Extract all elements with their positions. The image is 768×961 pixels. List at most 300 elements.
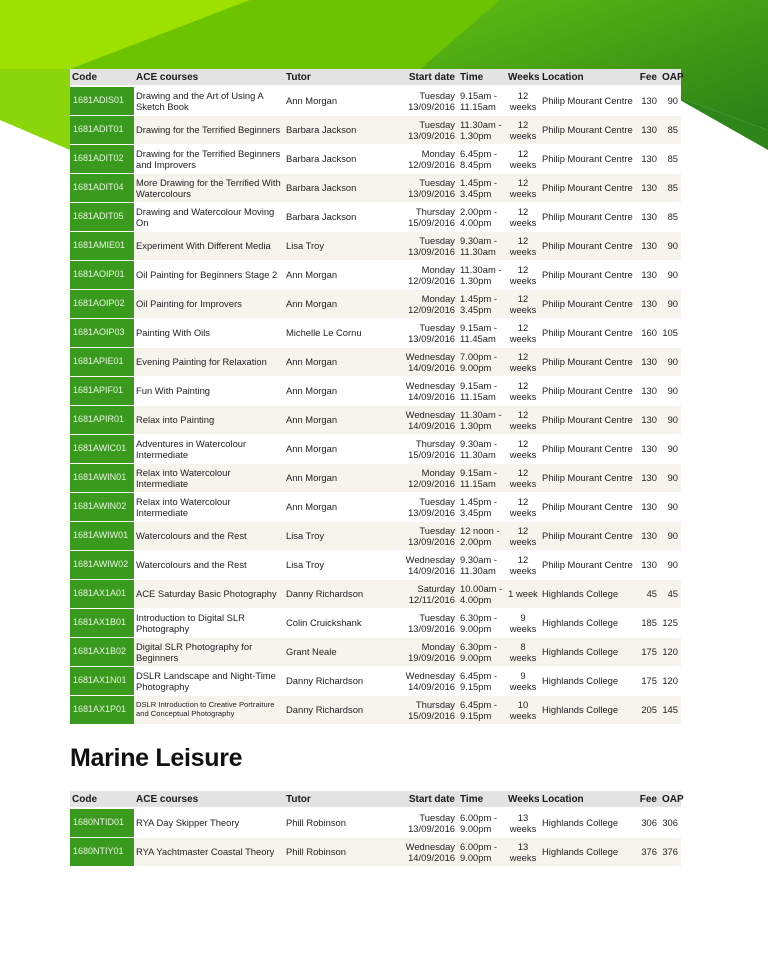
location-name: [540, 837, 637, 866]
weeks-unit: weeks: [509, 419, 537, 431]
course-code-text: 1681APIF01: [73, 385, 124, 395]
fee-value: [637, 318, 660, 347]
course-name-text: Relax into Watercolour Intermediate: [136, 466, 231, 489]
location-text: Philip Mourant Centre: [542, 501, 633, 512]
header-tutor: Tutor: [284, 69, 387, 86]
oap-value: [660, 115, 681, 144]
course-code-text: 1681ADIT02: [73, 153, 124, 163]
weeks-count: [506, 637, 540, 666]
course-code-text: 1681ADIT05: [73, 211, 124, 221]
header-course: ACE courses: [134, 791, 284, 808]
time-range: [458, 695, 506, 724]
tutor-name: [284, 608, 387, 637]
start-date: [387, 492, 458, 521]
start-day: Tuesday: [419, 89, 455, 101]
fee-text: 130: [641, 414, 657, 425]
weeks-unit: weeks: [509, 245, 537, 257]
time-end: 11.30am: [460, 564, 496, 576]
start-date: [387, 144, 458, 173]
section-title-marine-leisure: Marine Leisure: [70, 744, 243, 772]
time-range: [458, 115, 506, 144]
start-day: Monday: [421, 147, 455, 159]
tutor-name: [284, 202, 387, 231]
start-date-value: 13/09/2016: [408, 506, 455, 518]
course-name: [134, 637, 284, 666]
course-code-text: 1681ADIT04: [73, 182, 124, 192]
time-range: [458, 173, 506, 202]
table-row: [70, 347, 681, 376]
fee-value: [637, 608, 660, 637]
fee-value: [637, 666, 660, 695]
time-end: 11.45am: [460, 332, 496, 344]
table-row: [70, 608, 681, 637]
course-code: [70, 521, 134, 550]
location-text: Philip Mourant Centre: [542, 298, 633, 309]
course-code-text: 1681AX1A01: [73, 588, 127, 598]
oap-value: [660, 260, 681, 289]
tutor-name: [284, 637, 387, 666]
header-time: Time: [458, 791, 506, 808]
oap-value: [660, 231, 681, 260]
tutor-name-text: Ann Morgan: [286, 269, 338, 280]
course-name: [134, 318, 284, 347]
oap-text: 90: [667, 472, 678, 483]
weeks-count: [506, 492, 540, 521]
time-range: [458, 318, 506, 347]
start-day: Monday: [421, 640, 455, 652]
table-row: [70, 405, 681, 434]
time-start: 2.00pm -: [460, 205, 497, 217]
oap-value: [660, 289, 681, 318]
tutor-name: [284, 434, 387, 463]
course-code: [70, 463, 134, 492]
course-code-text: 1681APIE01: [73, 356, 124, 366]
start-date-value: 19/09/2016: [408, 651, 455, 663]
oap-value: [660, 808, 681, 837]
course-name-text: Relax into Painting: [136, 414, 215, 425]
time-end: 3.45pm: [460, 506, 492, 518]
weeks-unit: weeks: [509, 651, 537, 663]
oap-value: [660, 86, 681, 115]
start-date: [387, 376, 458, 405]
course-name-text: RYA Day Skipper Theory: [136, 817, 240, 829]
course-name: [134, 579, 284, 608]
tutor-name: [284, 579, 387, 608]
start-date: [387, 808, 458, 837]
weeks-count: [506, 837, 540, 866]
time-start: 9.15am -: [460, 321, 497, 333]
oap-value: [660, 144, 681, 173]
weeks-count: [506, 521, 540, 550]
tutor-name-text: Ann Morgan: [286, 95, 338, 107]
start-day: Monday: [421, 263, 455, 275]
oap-text: 90: [667, 356, 678, 367]
course-name: [134, 550, 284, 579]
time-end: 9.15pm: [460, 709, 492, 721]
fee-value: [637, 173, 660, 202]
course-name: [134, 463, 284, 492]
header-location: Location: [540, 69, 637, 86]
course-name: [134, 115, 284, 144]
oap-value: [660, 347, 681, 376]
weeks-count: [506, 608, 540, 637]
header-code: Code: [70, 791, 134, 808]
weeks-unit: weeks: [509, 535, 537, 547]
tutor-name-text: Danny Richardson: [286, 588, 364, 599]
weeks-count: [506, 202, 540, 231]
course-code: [70, 144, 134, 173]
time-start: 1.45pm -: [460, 176, 497, 188]
oap-value: [660, 463, 681, 492]
header-weeks: Weeks: [506, 791, 540, 808]
time-end: 9.00pm: [460, 361, 492, 373]
fee-value: [637, 144, 660, 173]
oap-value: [660, 608, 681, 637]
fee-text: 205: [641, 704, 657, 715]
header-location: Location: [540, 791, 637, 808]
course-code-text: 1681AOIP02: [73, 298, 125, 308]
course-name: [134, 666, 284, 695]
start-day: Monday: [421, 466, 455, 478]
location-text: Philip Mourant Centre: [542, 356, 633, 367]
fee-text: 376: [641, 846, 657, 857]
oap-value: [660, 405, 681, 434]
time-start: 9.15am -: [460, 379, 497, 391]
start-day: Thursday: [415, 205, 455, 217]
course-name-text: ACE Saturday Basic Photography: [136, 588, 277, 599]
time-end: 11.30am: [460, 245, 496, 257]
location-name: [540, 376, 637, 405]
weeks-count: [506, 434, 540, 463]
weeks-unit: weeks: [509, 477, 537, 489]
fee-value: [637, 579, 660, 608]
oap-value: [660, 376, 681, 405]
tutor-name: [284, 376, 387, 405]
tutor-name-text: Barbara Jackson: [286, 153, 357, 164]
location-text: Philip Mourant Centre: [542, 182, 633, 193]
weeks-unit: weeks: [509, 622, 537, 634]
weeks-unit: weeks: [509, 216, 537, 228]
table-row: [70, 492, 681, 521]
weeks-unit: weeks: [509, 100, 537, 112]
time-start: 12 noon -: [460, 524, 500, 536]
oap-value: [660, 434, 681, 463]
fee-text: 130: [641, 385, 657, 396]
course-name: [134, 376, 284, 405]
tutor-name: [284, 86, 387, 115]
course-name-text: Evening Painting for Relaxation: [136, 356, 267, 367]
tutor-name: [284, 521, 387, 550]
start-date: [387, 347, 458, 376]
time-end: 9.00pm: [460, 851, 492, 863]
tutor-name: [284, 666, 387, 695]
tutor-name: [284, 144, 387, 173]
tutor-name-text: Ann Morgan: [286, 414, 338, 425]
course-name: [134, 289, 284, 318]
course-code-text: 1681ADIS01: [73, 95, 125, 106]
start-date-value: 12/09/2016: [408, 274, 455, 286]
tutor-name-text: Phill Robinson: [286, 817, 346, 829]
course-code-text: 1681APIR01: [73, 414, 125, 424]
time-range: [458, 86, 506, 115]
weeks-number: 13: [517, 840, 529, 852]
start-date-value: 14/09/2016: [408, 419, 455, 431]
course-code: [70, 231, 134, 260]
header-oap: OAP: [660, 69, 681, 86]
fee-text: 175: [641, 675, 657, 686]
weeks-count: [506, 347, 540, 376]
table-row: [70, 260, 681, 289]
course-name-text: RYA Yachtmaster Coastal Theory: [136, 846, 275, 857]
tutor-name: [284, 463, 387, 492]
weeks-count: [506, 376, 540, 405]
fee-text: 160: [641, 327, 657, 338]
course-name-text: Experiment With Different Media: [136, 240, 271, 251]
weeks-unit: weeks: [509, 390, 537, 402]
oap-text: 145: [662, 704, 678, 715]
weeks-number: 12: [517, 495, 529, 507]
tutor-name-text: Ann Morgan: [286, 501, 338, 512]
location-text: Highlands College: [542, 646, 619, 657]
time-range: [458, 202, 506, 231]
oap-value: [660, 579, 681, 608]
start-date: [387, 289, 458, 318]
course-code: [70, 434, 134, 463]
course-name-text: Adventures in Watercolour Intermediate: [136, 437, 247, 460]
header-course: ACE courses: [134, 69, 284, 86]
table-row: [70, 579, 681, 608]
course-code-text: 1681AX1P01: [73, 704, 127, 714]
table-row: [70, 173, 681, 202]
oap-value: [660, 521, 681, 550]
weeks-number: 12: [517, 466, 529, 478]
time-start: 9.15am -: [460, 466, 497, 478]
location-text: Highlands College: [542, 588, 619, 599]
tutor-name-text: Michelle Le Cornu: [286, 327, 362, 338]
time-end: 1.30pm: [460, 129, 492, 141]
tutor-name: [284, 837, 387, 866]
start-day: Wednesday: [405, 379, 455, 391]
time-range: [458, 837, 506, 866]
time-end: 8.45pm: [460, 158, 492, 170]
start-date-value: 15/09/2016: [408, 216, 455, 228]
start-date: [387, 173, 458, 202]
tutor-name-text: Colin Cruickshank: [286, 617, 362, 628]
oap-text: 90: [667, 95, 678, 107]
oap-text: 105: [662, 327, 678, 338]
location-text: Philip Mourant Centre: [542, 211, 633, 222]
tutor-name: [284, 492, 387, 521]
course-code: [70, 173, 134, 202]
tutor-name-text: Ann Morgan: [286, 443, 338, 454]
header-start-date: Start date: [387, 791, 458, 808]
time-end: 11.15am: [460, 100, 496, 112]
weeks-number: 8: [520, 640, 526, 652]
location-name: [540, 144, 637, 173]
tutor-name-text: Ann Morgan: [286, 298, 338, 309]
time-range: [458, 463, 506, 492]
course-code: [70, 318, 134, 347]
course-name: [134, 434, 284, 463]
time-range: [458, 550, 506, 579]
course-code: [70, 289, 134, 318]
weeks-number: 12: [517, 147, 529, 159]
course-code: [70, 202, 134, 231]
table-row: [70, 637, 681, 666]
oap-text: 90: [667, 501, 678, 512]
time-range: [458, 521, 506, 550]
course-code: [70, 608, 134, 637]
location-name: [540, 318, 637, 347]
weeks-number: 9: [520, 669, 526, 681]
table-row: [70, 666, 681, 695]
fee-text: 130: [641, 95, 657, 107]
oap-text: 306: [662, 817, 678, 829]
time-range: [458, 289, 506, 318]
start-date-value: 13/09/2016: [408, 187, 455, 199]
oap-text: 90: [667, 530, 678, 541]
fee-value: [637, 837, 660, 866]
course-code-text: 1681AWIW01: [73, 530, 129, 540]
fee-value: [637, 376, 660, 405]
start-date-value: 14/09/2016: [408, 680, 455, 692]
weeks-unit: weeks: [509, 709, 537, 721]
weeks-number: 12: [517, 350, 529, 362]
start-date: [387, 318, 458, 347]
time-start: 6.00pm -: [460, 811, 497, 823]
location-name: [540, 202, 637, 231]
course-code: [70, 637, 134, 666]
course-name: [134, 521, 284, 550]
time-end: 3.45pm: [460, 187, 492, 199]
tutor-name-text: Ann Morgan: [286, 472, 338, 483]
location-name: [540, 405, 637, 434]
time-start: 6.45pm -: [460, 698, 497, 710]
tutor-name: [284, 289, 387, 318]
time-start: 6.45pm -: [460, 669, 497, 681]
oap-value: [660, 695, 681, 724]
time-range: [458, 260, 506, 289]
course-code-text: 1681AOIP03: [73, 327, 125, 337]
location-text: Philip Mourant Centre: [542, 385, 633, 396]
tutor-name: [284, 173, 387, 202]
time-range: [458, 608, 506, 637]
weeks-number: 12: [517, 234, 529, 246]
tutor-name-text: Danny Richardson: [286, 675, 364, 686]
weeks-count: [506, 289, 540, 318]
weeks-number: 12: [517, 321, 529, 333]
table-row: [70, 550, 681, 579]
course-name: [134, 144, 284, 173]
weeks-number: 12: [517, 263, 529, 275]
course-name-text: Digital SLR Photography for Beginners: [136, 640, 253, 663]
header-fee: Fee: [637, 791, 660, 808]
weeks-number: 12: [517, 118, 529, 130]
weeks-number: 1 week: [508, 588, 538, 599]
fee-text: 130: [641, 472, 657, 483]
time-end: 1.30pm: [460, 274, 492, 286]
course-name-text: Oil Painting for Beginners Stage 2: [136, 269, 278, 280]
course-name-text: Introduction to Digital SLR Photography: [136, 611, 245, 634]
time-range: [458, 405, 506, 434]
course-code: [70, 808, 134, 837]
oap-text: 85: [667, 124, 678, 135]
time-start: 11.30am -: [460, 408, 502, 420]
tutor-name-text: Barbara Jackson: [286, 182, 357, 193]
fee-text: 130: [641, 443, 657, 454]
course-code-text: 1681AWIN02: [73, 501, 127, 511]
table-row: [70, 808, 681, 837]
course-code-text: 1681AWIW02: [73, 559, 129, 569]
fee-value: [637, 492, 660, 521]
location-text: Philip Mourant Centre: [542, 124, 633, 135]
table-row: [70, 202, 681, 231]
time-range: [458, 492, 506, 521]
time-range: [458, 434, 506, 463]
start-day: Tuesday: [419, 611, 455, 623]
fee-value: [637, 115, 660, 144]
location-text: Philip Mourant Centre: [542, 240, 633, 251]
oap-text: 85: [667, 153, 678, 164]
time-start: 9.30am -: [460, 234, 497, 246]
start-date: [387, 463, 458, 492]
time-end: 4.00pm: [460, 593, 492, 605]
start-date: [387, 521, 458, 550]
time-end: 4.00pm: [460, 216, 492, 228]
weeks-count: [506, 695, 540, 724]
time-start: 6.30pm -: [460, 611, 497, 623]
location-name: [540, 637, 637, 666]
oap-text: 125: [662, 617, 678, 628]
start-date-value: 15/09/2016: [408, 709, 455, 721]
tutor-name: [284, 347, 387, 376]
fee-value: [637, 231, 660, 260]
oap-value: [660, 492, 681, 521]
time-range: [458, 347, 506, 376]
location-name: [540, 550, 637, 579]
oap-text: 45: [667, 588, 678, 599]
weeks-count: [506, 463, 540, 492]
fee-text: 130: [641, 124, 657, 135]
start-day: Tuesday: [419, 524, 455, 536]
tutor-name-text: Lisa Troy: [286, 559, 325, 570]
start-date: [387, 202, 458, 231]
tutor-name-text: Grant Neale: [286, 646, 337, 657]
start-day: Tuesday: [419, 495, 455, 507]
tutor-name: [284, 318, 387, 347]
course-code-text: 1681AMIE01: [73, 240, 126, 250]
time-end: 9.00pm: [460, 651, 492, 663]
tutor-name: [284, 808, 387, 837]
fee-value: [637, 808, 660, 837]
time-range: [458, 637, 506, 666]
course-name-text: Watercolours and the Rest: [136, 530, 247, 541]
header-oap: OAP: [660, 791, 681, 808]
weeks-count: [506, 550, 540, 579]
fee-text: 130: [641, 240, 657, 251]
oap-text: 90: [667, 269, 678, 280]
start-date: [387, 666, 458, 695]
start-day: Wednesday: [405, 840, 455, 852]
weeks-number: 12: [517, 524, 529, 536]
location-text: Philip Mourant Centre: [542, 95, 633, 107]
oap-text: 90: [667, 443, 678, 454]
fee-value: [637, 637, 660, 666]
start-date: [387, 637, 458, 666]
start-date-value: 13/09/2016: [408, 535, 455, 547]
header-start-date: Start date: [387, 69, 458, 86]
oap-value: [660, 550, 681, 579]
